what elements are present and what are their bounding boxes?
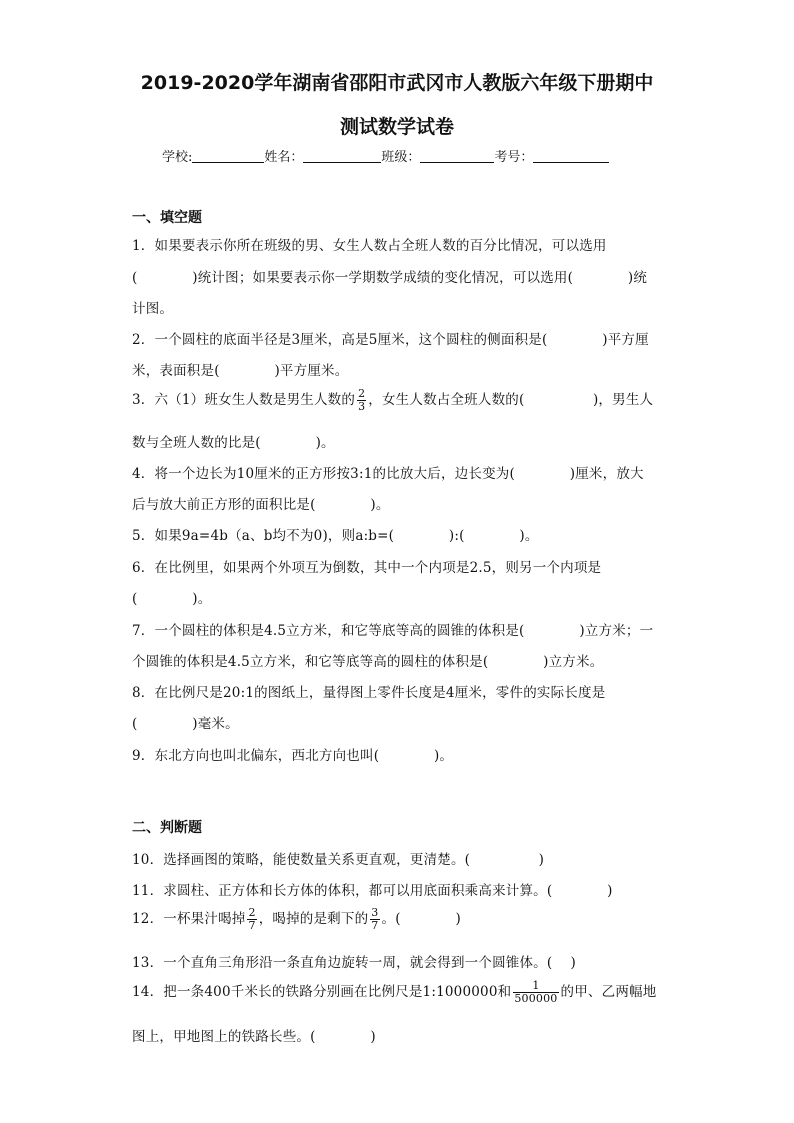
question-14-line	[132, 980, 656, 1005]
question-line: 9．东北方向也叫北偏东，西北方向也叫( )。	[132, 748, 454, 764]
q3-text-before: 3．六（1）班女生人数是男生人数的	[132, 392, 356, 408]
q12-text-c: 。( )	[381, 911, 461, 927]
question-line: 10．选择画图的策略，能使数量关系更直观，更清楚。( )	[132, 852, 545, 868]
exam-title-line1: 2019-2020学年湖南省邵阳市武冈市人教版六年级下册期中	[140, 72, 654, 94]
q14-text-a: 14．把一条400千米长的铁路分别画在比例尺是1:1000000和	[132, 984, 512, 1000]
school-label: 学校:	[162, 150, 193, 165]
q14-fraction-numerator: 1	[513, 980, 558, 993]
q14-fraction	[513, 980, 558, 1005]
q3-text-after: ，女生人数占全班人数的( )，男生人	[368, 392, 654, 408]
question-line: ( )毫米。	[132, 716, 239, 732]
question-line: 13．一个直角三角形沿一条直角边旋转一周，就会得到一个圆锥体。( )	[132, 955, 577, 971]
section-heading-fill-blank: 一、填空题	[132, 210, 202, 226]
q3-fraction-numerator: 2	[358, 387, 366, 400]
question-line: 5．如果9a=4b（a、b均不为0)，则a:b=( ):( )。	[132, 528, 539, 544]
name-blank[interactable]	[303, 149, 381, 163]
number-label: 考号：	[494, 150, 534, 165]
question-line: 11．求圆柱、正方体和长方体的体积，都可以用底面积乘高来计算。( )	[132, 883, 613, 899]
question-line: 计图。	[132, 301, 174, 317]
q12-fraction-1-numerator: 2	[248, 906, 256, 919]
school-blank[interactable]	[192, 149, 264, 163]
question-line: ( )统计图；如果要表示你一学期数学成绩的变化情况，可以选用( )统	[132, 270, 648, 286]
exam-title-line2: 测试数学试卷	[339, 116, 454, 138]
question-3-line	[132, 388, 653, 413]
question-line: 图上，甲地图上的铁路长些。( )	[132, 1029, 376, 1045]
q3-fraction	[357, 388, 366, 413]
question-line: 数与全班人数的比是( )。	[132, 435, 335, 451]
q12-fraction-1	[247, 907, 256, 932]
number-blank[interactable]	[533, 149, 609, 163]
question-line: 米，表面积是( )平方厘米。	[132, 363, 349, 379]
q12-fraction-1-denominator: 7	[248, 919, 256, 932]
q12-fraction-2-numerator: 3	[371, 906, 379, 919]
question-line: 8．在比例尺是20:1的图纸上，量得图上零件长度是4厘米，零件的实际长度是	[132, 685, 606, 701]
q12-text-a: 12．一杯果汁喝掉	[132, 911, 246, 927]
question-line: ( )。	[132, 591, 212, 607]
q12-fraction-2	[370, 907, 379, 932]
q12-fraction-2-denominator: 7	[371, 919, 379, 932]
q3-fraction-denominator: 3	[358, 400, 366, 413]
section-heading-true-false: 二、判断题	[132, 820, 202, 836]
q14-text-b: 的甲、乙两幅地	[560, 984, 657, 1000]
question-line: 6．在比例里，如果两个外项互为倒数，其中一个内项是2.5，则另一个内项是	[132, 560, 602, 576]
student-info-row	[162, 146, 609, 165]
question-line: 个圆锥的体积是4.5立方米，和它等底等高的圆柱的体积是( )立方米。	[132, 654, 604, 670]
class-label: 班级：	[381, 150, 421, 165]
question-line: 2．一个圆柱的底面半径是3厘米，高是5厘米，这个圆柱的侧面积是( )平方厘	[132, 332, 649, 348]
question-line: 4．将一个边长为10厘米的正方形按3:1的比放大后，边长变为( )厘米，放大	[132, 466, 644, 482]
question-line: 后与放大前正方形的面积比是( )。	[132, 497, 390, 513]
class-blank[interactable]	[420, 149, 494, 163]
q14-fraction-denominator: 500000	[514, 992, 558, 1005]
q12-text-b: ，喝掉的是剩下的	[258, 911, 369, 927]
question-line: 7．一个圆柱的体积是4.5立方米，和它等底等高的圆锥的体积是( )立方米；一	[132, 623, 654, 639]
question-line: 1．如果要表示你所在班级的男、女生人数占全班人数的百分比情况，可以选用	[132, 238, 607, 254]
question-12-line	[132, 907, 461, 932]
name-label: 姓名：	[264, 150, 304, 165]
